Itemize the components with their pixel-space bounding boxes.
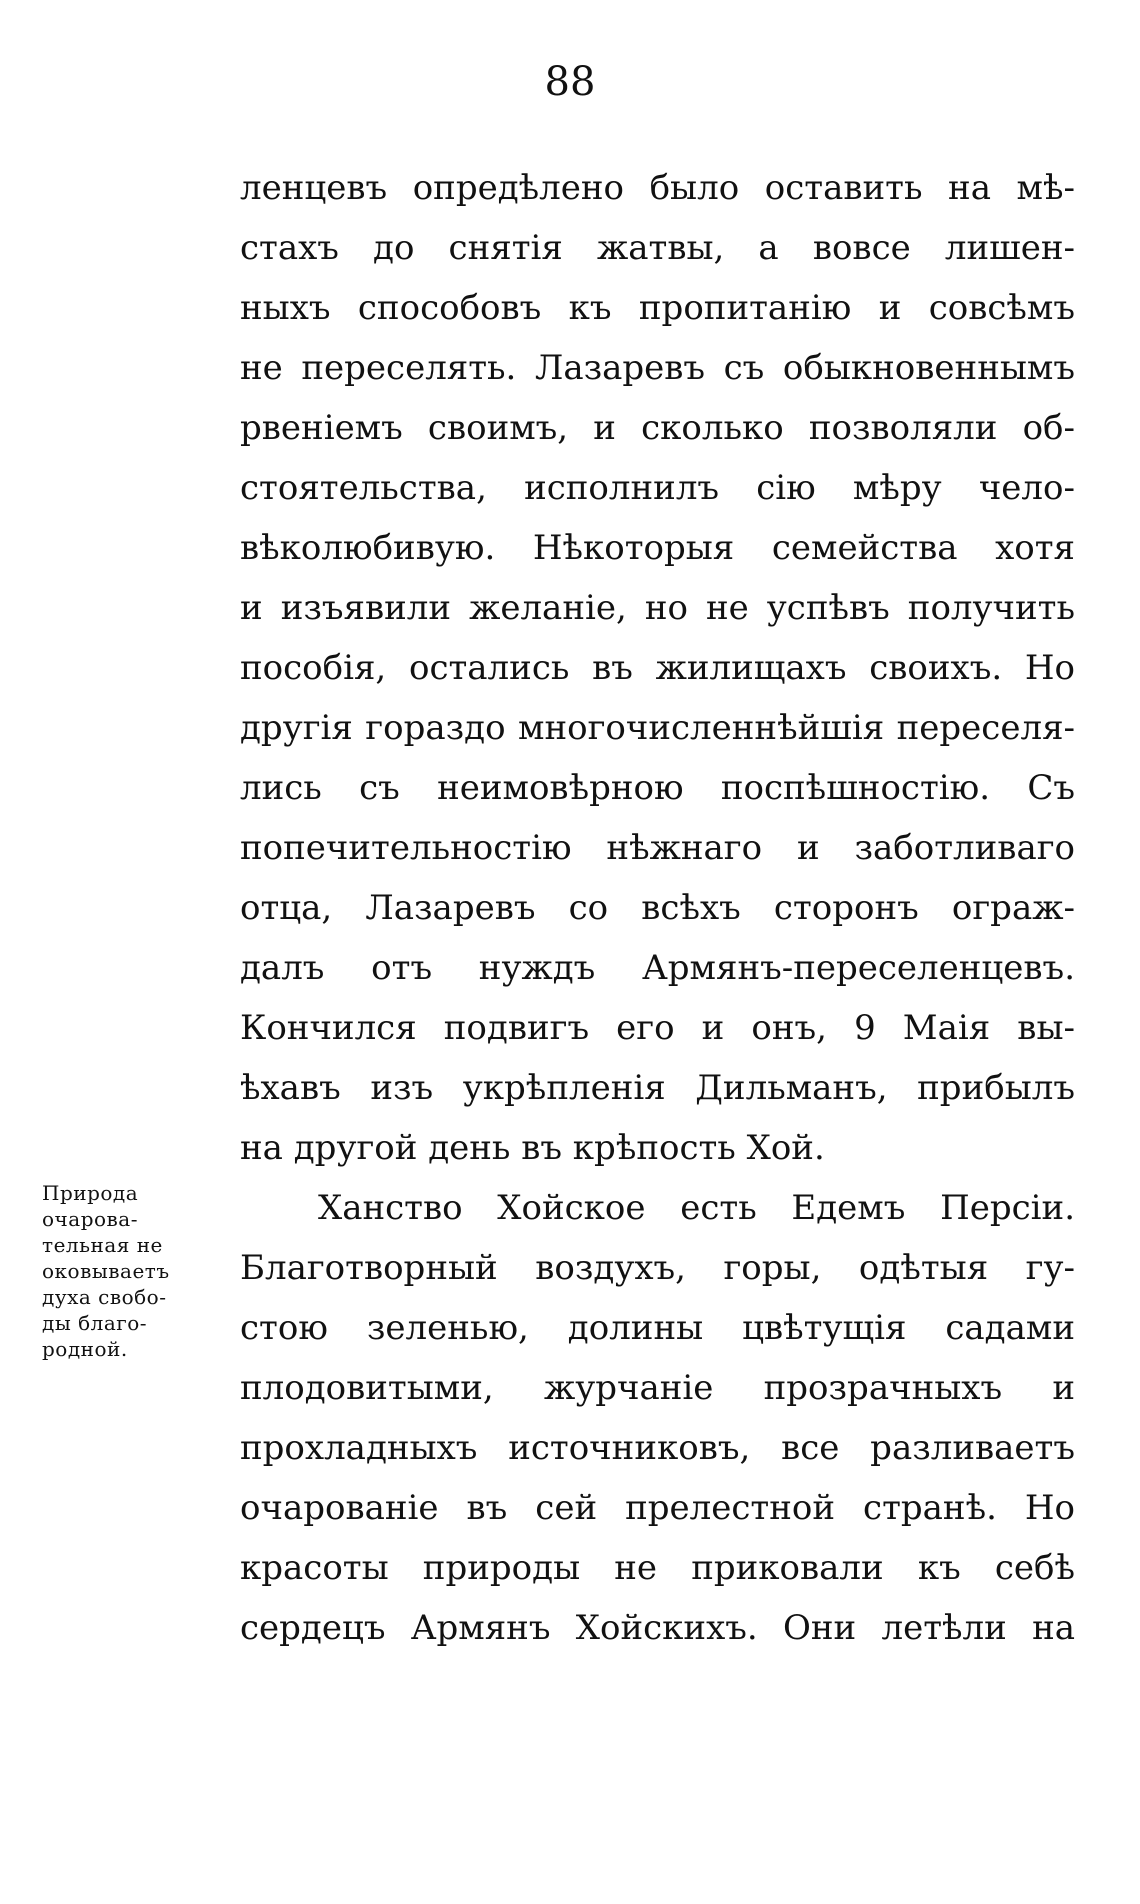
text-line: сердецъ Армянъ Хойскихъ. Они летѣли на bbox=[240, 1608, 1075, 1648]
text-line: вѣколюбивую. Нѣкоторыя семейства хотя bbox=[240, 528, 1075, 568]
text-line: ѣхавъ изъ укрѣпленія Дильманъ, прибылъ bbox=[240, 1068, 1075, 1108]
text-line: на другой день въ крѣпость Хой. bbox=[240, 1128, 825, 1168]
margin-note-line: оковываетъ bbox=[42, 1259, 170, 1283]
body-text bbox=[240, 158, 1075, 1658]
text-line: плодовитыми, журчаніе прозрачныхъ и bbox=[240, 1368, 1075, 1408]
text-line: стоятельства, исполнилъ сію мѣру чело- bbox=[240, 468, 1075, 508]
margin-note-line: ды благо- bbox=[42, 1311, 148, 1335]
text-line: красоты природы не приковали къ себѣ bbox=[240, 1548, 1075, 1588]
text-line: стахъ до снятія жатвы, а вовсе лишен- bbox=[240, 228, 1075, 268]
text-line: не переселять. Лазаревъ съ обыкновеннымъ bbox=[240, 348, 1075, 388]
text-line: ленцевъ опредѣлено было оставить на мѣ- bbox=[240, 168, 1075, 208]
margin-note-line: очарова- bbox=[42, 1207, 138, 1231]
text-line: рвеніемъ своимъ, и сколько позволяли об- bbox=[240, 408, 1075, 448]
text-line: ныхъ способовъ къ пропитанію и совсѣмъ bbox=[240, 288, 1075, 328]
text-line: далъ отъ нуждъ Армянъ-переселенцевъ. bbox=[240, 948, 1075, 988]
text-line: другія гораздо многочисленнѣйшія переселя- bbox=[240, 708, 1075, 748]
margin-note-line: тельная не bbox=[42, 1233, 163, 1257]
margin-note-line: родной. bbox=[42, 1337, 128, 1361]
text-line: Кончился подвигъ его и онъ, 9 Маія вы- bbox=[240, 1008, 1075, 1048]
page-number: 88 bbox=[544, 59, 596, 105]
text-line: стою зеленью, долины цвѣтущія садами bbox=[240, 1308, 1075, 1348]
text-line: очарованіе въ сей прелестной странѣ. Но bbox=[240, 1488, 1075, 1528]
margin-note-line: Природа bbox=[42, 1181, 139, 1205]
text-line: Ханство Хойское есть Едемъ Персіи. bbox=[318, 1188, 1075, 1228]
margin-note bbox=[42, 1180, 237, 1362]
text-line: Благотворный воздухъ, горы, одѣтыя гу- bbox=[240, 1248, 1075, 1288]
text-line: отца, Лазаревъ со всѣхъ сторонъ ограж- bbox=[240, 888, 1075, 928]
text-line: пособія, остались въ жилищахъ своихъ. Но bbox=[240, 648, 1075, 688]
text-line: лись съ неимовѣрною поспѣшностію. Съ bbox=[240, 768, 1075, 808]
text-line: попечительностію нѣжнаго и заботливаго bbox=[240, 828, 1075, 868]
text-line: прохладныхъ источниковъ, все разливаетъ bbox=[240, 1428, 1075, 1468]
text-line: и изъявили желаніе, но не успѣвъ получить bbox=[240, 588, 1075, 628]
margin-note-line: духа свобо- bbox=[42, 1285, 167, 1309]
